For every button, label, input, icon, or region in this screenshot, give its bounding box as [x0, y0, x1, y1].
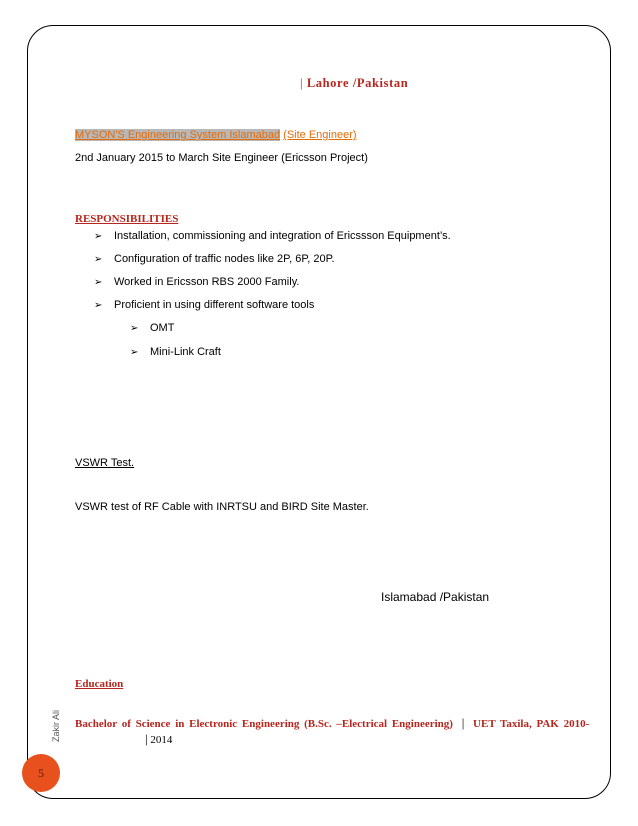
education-degree-line [75, 715, 589, 731]
list-item-text: Installation, commissioning and integration of Ericssson Equipment’s. [114, 230, 451, 242]
page-number-badge [22, 754, 60, 792]
list-item [130, 346, 221, 358]
list-item-text: Proficient in using different software tools [114, 299, 315, 311]
education-heading: Education [75, 678, 124, 690]
arrow-bullet-icon: ➢ [94, 254, 103, 265]
education-year: 2014 [150, 734, 173, 746]
arrow-bullet-icon: ➢ [94, 231, 103, 242]
arrow-bullet-icon: ➢ [94, 300, 103, 311]
arrow-bullet-icon: ➢ [130, 323, 139, 334]
list-item-text: Configuration of traffic nodes like 2P, 6P, 20P. [114, 253, 335, 265]
header-location-text: Lahore /Pakistan [306, 76, 409, 90]
vswr-heading: VSWR Test. [75, 457, 135, 469]
list-item [94, 299, 314, 311]
list-item-text: Mini-Link Craft [150, 346, 221, 358]
author-name: Zakir Ali [51, 709, 61, 743]
company-name: MYSON'S Engineering System Islamabad [75, 129, 281, 141]
responsibilities-heading: RESPONSIBILITIES [75, 213, 179, 225]
education-separator: | [461, 715, 465, 730]
job-period: 2nd January 2015 to March Site Engineer (Ericsson Project) [75, 152, 368, 164]
job-role: (Site Engineer) [283, 129, 357, 141]
author-sidebar [49, 707, 63, 745]
education-year-line [145, 731, 172, 747]
education-institution: UET Taxila, PAK 2010- [473, 718, 590, 730]
list-item [94, 276, 299, 288]
list-item [94, 253, 335, 265]
arrow-bullet-icon: ➢ [94, 277, 103, 288]
arrow-bullet-icon: ➢ [130, 347, 139, 358]
list-item-text: Worked in Ericsson RBS 2000 Family. [114, 276, 300, 288]
job-title-line [75, 129, 357, 141]
page-number: 5 [38, 765, 44, 780]
education-degree: Bachelor of Science in Electronic Engineering (B.Sc. –Electrical Engineering) [75, 718, 453, 730]
list-item-text: OMT [150, 322, 175, 334]
list-item [130, 322, 174, 334]
header-separator: | [300, 76, 304, 90]
header-location [300, 76, 408, 91]
education-year-separator: | [145, 731, 148, 746]
vswr-text: VSWR test of RF Cable with INRTSU and BIRD Site Master. [75, 501, 369, 513]
location-islamabad: Islamabad /Pakistan [381, 590, 490, 604]
list-item [94, 230, 451, 242]
